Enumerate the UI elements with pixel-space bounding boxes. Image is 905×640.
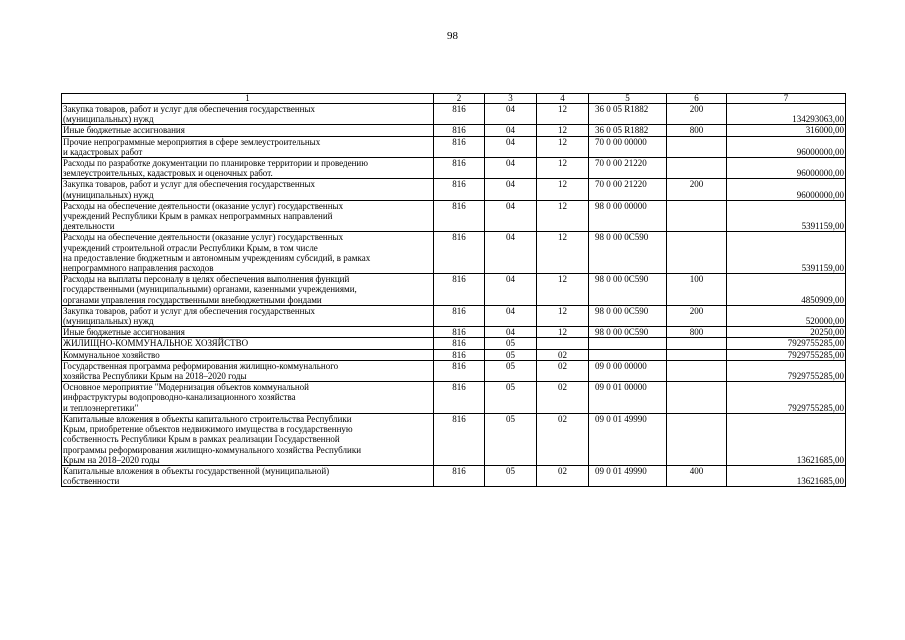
table-row (62, 360, 846, 381)
budget-table-body (62, 94, 846, 487)
item-name-line: (муниципальных) нужд (63, 189, 154, 200)
subsection-cell: 12 (537, 274, 589, 306)
subsection-cell: 12 (537, 232, 589, 274)
expense-type-cell: 100 (667, 274, 727, 306)
item-name-cell (62, 338, 434, 349)
table-row (62, 136, 846, 157)
item-name-line: на предоставление бюджетным и автономным учреждениям субсидий, в рамках (63, 252, 371, 263)
header-cell-4: 4 (537, 94, 589, 104)
section-cell: 04 (485, 327, 537, 338)
expense-type-cell (667, 382, 727, 414)
item-name-line: органами управления государственными внебюджетными фондами (63, 294, 322, 305)
target-article-cell: 36 0 05 R1882 (589, 104, 667, 125)
item-name-line: собственность Республики Крым в рамках реализации Государственной (63, 434, 340, 445)
target-article-cell: 09 0 01 49990 (589, 465, 667, 486)
expense-type-cell (667, 200, 727, 232)
item-name-line: Прочие непрограммные мероприятия в сфере землеустроительных (63, 136, 321, 147)
target-article-cell (589, 349, 667, 360)
grbs-cell: 816 (434, 360, 485, 381)
grbs-cell: 816 (434, 200, 485, 232)
grbs-cell: 816 (434, 104, 485, 125)
item-name-line: учреждений строительной отрасли Республики Крым, в том числе (63, 242, 318, 253)
amount-cell: 520000,00 (727, 305, 846, 326)
subsection-cell: 12 (537, 136, 589, 157)
table-row (62, 158, 846, 179)
header-cell-5: 5 (589, 94, 667, 104)
table-row (62, 200, 846, 232)
item-name-cell (62, 305, 434, 326)
grbs-cell: 816 (434, 327, 485, 338)
grbs-cell: 816 (434, 465, 485, 486)
subsection-cell: 12 (537, 179, 589, 200)
header-row (62, 94, 846, 104)
subsection-cell: 02 (537, 465, 589, 486)
section-cell: 04 (485, 179, 537, 200)
grbs-cell: 816 (434, 382, 485, 414)
amount-cell: 7929755285,00 (727, 382, 846, 414)
grbs-cell: 816 (434, 232, 485, 274)
target-article-cell: 09 0 01 00000 (589, 382, 667, 414)
grbs-cell: 816 (434, 136, 485, 157)
item-name-line: ЖИЛИЩНО-КОММУНАЛЬНОЕ ХОЗЯЙСТВО (63, 338, 249, 349)
expense-type-cell: 200 (667, 104, 727, 125)
section-cell: 04 (485, 158, 537, 179)
target-article-cell: 70 0 00 21220 (589, 179, 667, 200)
expense-type-cell: 800 (667, 125, 727, 136)
section-cell: 05 (485, 413, 537, 465)
item-name-line: Основное мероприятие "Модернизация объектов коммунальной (63, 382, 309, 393)
section-cell: 05 (485, 465, 537, 486)
subsection-cell: 02 (537, 360, 589, 381)
target-article-cell: 09 0 00 00000 (589, 360, 667, 381)
item-name-line: Коммунальное хозяйство (63, 349, 160, 360)
grbs-cell: 816 (434, 179, 485, 200)
grbs-cell: 816 (434, 413, 485, 465)
target-article-cell (589, 338, 667, 349)
expense-type-cell (667, 349, 727, 360)
item-name-line: Расходы на выплаты персоналу в целях обеспечения выполнения функций (63, 274, 350, 285)
subsection-cell: 12 (537, 305, 589, 326)
section-cell: 05 (485, 382, 537, 414)
item-name-line: Иные бюджетные ассигнования (63, 125, 185, 136)
table-row (62, 305, 846, 326)
item-name-line: деятельности (63, 221, 115, 232)
item-name-line: Закупка товаров, работ и услуг для обеспечения государственных (63, 104, 316, 114)
item-name-line: и кадастровых работ (63, 146, 143, 157)
target-article-cell: 98 0 00 0С590 (589, 274, 667, 306)
amount-cell: 96000000,00 (727, 179, 846, 200)
target-article-cell: 70 0 00 21220 (589, 158, 667, 179)
table-row (62, 465, 846, 486)
table-row (62, 179, 846, 200)
amount-cell: 13621685,00 (727, 413, 846, 465)
grbs-cell: 816 (434, 125, 485, 136)
item-name-line: инфраструктуры водопроводно-канализационного хозяйства (63, 392, 296, 403)
amount-cell: 13621685,00 (727, 465, 846, 486)
item-name-cell (62, 232, 434, 274)
item-name-line: и теплоэнергетики" (63, 402, 139, 413)
amount-cell: 7929755285,00 (727, 349, 846, 360)
table-row (62, 382, 846, 414)
page-number: 98 (447, 30, 458, 42)
expense-type-cell: 200 (667, 305, 727, 326)
subsection-cell: 12 (537, 158, 589, 179)
item-name-cell (62, 360, 434, 381)
amount-cell: 134293063,00 (727, 104, 846, 125)
expense-type-cell: 800 (667, 327, 727, 338)
subsection-cell: 02 (537, 382, 589, 414)
section-cell: 04 (485, 104, 537, 125)
item-name-line: Закупка товаров, работ и услуг для обеспечения государственных (63, 305, 316, 316)
subsection-cell: 12 (537, 125, 589, 136)
amount-cell: 5391159,00 (727, 200, 846, 232)
header-cell-7: 7 (727, 94, 846, 104)
header-cell-6: 6 (667, 94, 727, 104)
item-name-cell (62, 158, 434, 179)
table-row (62, 327, 846, 338)
section-cell: 04 (485, 200, 537, 232)
item-name-line: (муниципальных) нужд (63, 316, 154, 327)
section-cell: 04 (485, 125, 537, 136)
item-name-line: Расходы на обеспечение деятельности (оказание услуг) государственных (63, 232, 344, 243)
item-name-cell (62, 349, 434, 360)
item-name-line: Иные бюджетные ассигнования (63, 327, 185, 338)
item-name-line: (муниципальных) нужд (63, 114, 154, 125)
grbs-cell: 816 (434, 338, 485, 349)
item-name-cell (62, 136, 434, 157)
item-name-cell (62, 465, 434, 486)
section-cell: 05 (485, 360, 537, 381)
item-name-line: землеустроительных, кадастровых и оценочных работ. (63, 168, 273, 179)
section-cell: 04 (485, 136, 537, 157)
item-name-cell (62, 274, 434, 306)
item-name-line: Государственная программа реформирования жилищно-коммунального (63, 360, 339, 371)
target-article-cell: 36 0 05 R1882 (589, 125, 667, 136)
expense-type-cell (667, 232, 727, 274)
subsection-cell (537, 338, 589, 349)
item-name-line: Капитальные вложения в объекты государственной (муниципальной) (63, 465, 330, 476)
expense-type-cell (667, 360, 727, 381)
amount-cell: 7929755285,00 (727, 360, 846, 381)
item-name-line: Крым, приобретение объектов недвижимого имущества в государственную (63, 424, 353, 435)
table-row (62, 349, 846, 360)
subsection-cell: 02 (537, 413, 589, 465)
amount-cell: 20250,00 (727, 327, 846, 338)
target-article-cell: 98 0 00 0С590 (589, 327, 667, 338)
item-name-line: Расходы на обеспечение деятельности (оказание услуг) государственных (63, 200, 344, 211)
header-cell-2: 2 (434, 94, 485, 104)
expense-type-cell (667, 338, 727, 349)
header-cell-3: 3 (485, 94, 537, 104)
section-cell: 04 (485, 274, 537, 306)
target-article-cell: 98 0 00 0С590 (589, 305, 667, 326)
expense-type-cell: 400 (667, 465, 727, 486)
target-article-cell: 70 0 00 00000 (589, 136, 667, 157)
table-row (62, 232, 846, 274)
item-name-line: Расходы по разработке документации по планировке территории и проведению (63, 158, 368, 169)
subsection-cell: 02 (537, 349, 589, 360)
item-name-cell (62, 125, 434, 136)
grbs-cell: 816 (434, 274, 485, 306)
table-row (62, 413, 846, 465)
amount-cell: 4850909,00 (727, 274, 846, 306)
grbs-cell: 816 (434, 349, 485, 360)
target-article-cell: 98 0 00 0С590 (589, 232, 667, 274)
grbs-cell: 816 (434, 305, 485, 326)
amount-cell: 96000000,00 (727, 136, 846, 157)
section-cell: 04 (485, 305, 537, 326)
subsection-cell: 12 (537, 200, 589, 232)
item-name-cell (62, 104, 434, 125)
item-name-cell (62, 413, 434, 465)
subsection-cell: 12 (537, 104, 589, 125)
item-name-line: Капитальные вложения в объекты капитального строительства Республики (63, 413, 352, 424)
amount-cell: 96000000,00 (727, 158, 846, 179)
item-name-cell (62, 327, 434, 338)
amount-cell: 316000,00 (727, 125, 846, 136)
target-article-cell: 09 0 01 49990 (589, 413, 667, 465)
item-name-line: непрограммного направления расходов (63, 263, 214, 274)
item-name-cell (62, 179, 434, 200)
table-row (62, 338, 846, 349)
amount-cell: 7929755285,00 (727, 338, 846, 349)
table-row (62, 104, 846, 125)
section-cell: 05 (485, 338, 537, 349)
item-name-cell (62, 200, 434, 232)
grbs-cell: 816 (434, 158, 485, 179)
item-name-line: программы реформирования жилищно-коммунального хозяйства Республики (63, 444, 362, 455)
subsection-cell: 12 (537, 327, 589, 338)
item-name-line: учреждений Республики Крым в рамках непрограммных направлений (63, 211, 333, 222)
expense-type-cell: 200 (667, 179, 727, 200)
table-row (62, 274, 846, 306)
item-name-line: Закупка товаров, работ и услуг для обеспечения государственных (63, 179, 316, 190)
table-row (62, 125, 846, 136)
header-cell-1: 1 (62, 94, 434, 104)
expense-type-cell (667, 413, 727, 465)
item-name-line: Крым на 2018–2020 годы (63, 454, 160, 465)
target-article-cell: 98 0 00 00000 (589, 200, 667, 232)
section-cell: 05 (485, 349, 537, 360)
expense-type-cell (667, 136, 727, 157)
item-name-line: государственными (муниципальными) органами, казенными учреждениями, (63, 284, 357, 295)
item-name-line: хозяйства Республики Крым на 2018–2020 годы (63, 371, 247, 382)
amount-cell: 5391159,00 (727, 232, 846, 274)
expense-type-cell (667, 158, 727, 179)
budget-table (61, 93, 846, 487)
section-cell: 04 (485, 232, 537, 274)
item-name-line: собственности (63, 476, 120, 487)
item-name-cell (62, 382, 434, 414)
